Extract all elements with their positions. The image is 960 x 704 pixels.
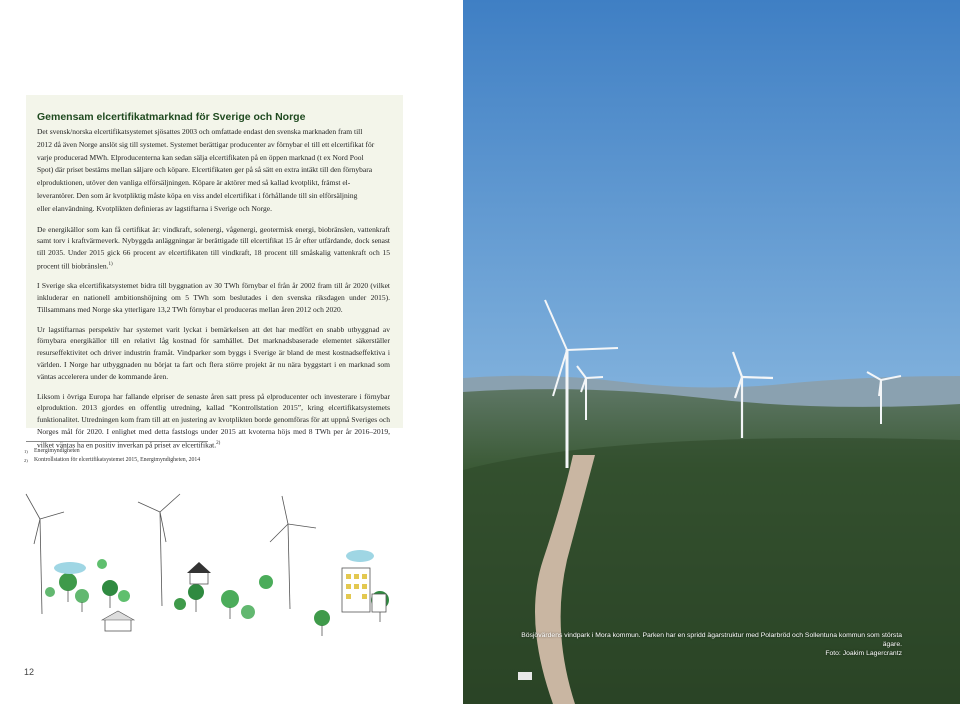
body-paragraph	[37, 280, 390, 315]
intro-line: Det svensk/norska elcertifikatsystemet sjösattes 2003 och omfattade endast den svenska marknaden fram till	[37, 127, 363, 136]
footnote	[24, 456, 324, 465]
intro-line: leverantörer. Den som är kvotpliktig måste köpa en viss andel elcertifikat i förhållande till sin elförsäljning	[37, 190, 358, 200]
photo-credit: Foto: Joakim Lagercrantz	[825, 650, 902, 657]
footnote-text: Kontrollstation för elcertifikatsystemet 2015, Energimyndigheten, 2014	[34, 457, 201, 463]
paragraph-text: Liksom i övriga Europa har fallande elpriser de senaste åren satt press på elproducenter och investerare i förnybar elproduktion. 2013 gjordes en offentlig utredning, kallad ”Kontrollstation 2015”, kring elcertifikatsystemets funktionalitet. Utredningen kom fram till att en justering av kvotplikten borde genomföras för att uppnå Sveriges och Norges mål för 2020. I enlighet med detta fastslogs under 2015 att kvoterna höjs med 8 TWh per år 2016–2019, vilket väntas ha en positiv inverkan på priset av elcertifikat.	[37, 391, 390, 450]
footnote-ref: 2)	[216, 440, 221, 446]
box-intro	[37, 126, 390, 216]
box-heading: Gemensam elcertifikatmarknad för Sverige och Norge	[37, 111, 306, 123]
intro-line: Spot) där priset bestäms mellan säljare och köpare. Elcertifikaten ger på så sätt en extra intäkt till den förnybara	[37, 165, 373, 175]
intro-line: eller elanvändning. Kvotplikten definieras av lagstiftarna i Sverige och Norge.	[37, 203, 272, 213]
wind-turbine-icon	[138, 494, 180, 606]
info-box	[37, 110, 390, 459]
building-icon	[342, 568, 386, 612]
page-number: 12	[24, 667, 35, 677]
intro-line: elproduktionen, utöver den vanliga elförsäljningen. Köpare är aktörer med så kallad kvotplikt, främst el-	[37, 178, 351, 188]
footnotes	[24, 447, 324, 465]
footnote-ref: 1)	[108, 261, 113, 267]
footnote-divider	[26, 441, 208, 442]
body-paragraph	[37, 324, 390, 383]
intro-line: 2012 då även Norge anslöt sig till systemet. Systemet berättigar producenter av förnybar el till ett elcertifikat för	[37, 139, 375, 149]
footnote-text: Energimyndigheten	[34, 448, 80, 454]
footnote-number: 1)	[24, 449, 28, 454]
footnote-number: 2)	[24, 458, 28, 463]
intro-line: varje producerad MWh. Elproducenterna kan sedan sälja elcertifikaten på en öppen marknad (t ex Nord Pool	[37, 152, 364, 162]
paragraph-text: I Sverige ska elcertifikatsystemet bidra till byggnation av 30 TWh förnybar el från år 2002 fram till år 2020 (vilket inkluderar en nationell ambitionshöjning om 5 TWh som beslutades i den svenska riksdagen under 2015). Tillsammans med Norge ska ytterligare 13,2 TWh förnybar el produceras mellan åren 2012 och 2020.	[37, 281, 390, 314]
footnote	[24, 447, 324, 456]
wind-park-photo	[463, 0, 960, 704]
wind-turbine-icon	[270, 496, 316, 609]
car	[518, 672, 532, 680]
paragraph-text: De energikällor som kan få certifikat är: vindkraft, solenergi, vågenergi, geotermisk energi, biobränslen, vattenkraft samt torv i kraftvärmeverk. Nybyggda anläggningar är berättigade till elcertifikat 15 år efter utfärdande, dock senast till 2035. Under 2015 gick 66 procent av elcertifikaten till vindkraft, 18 procent till småskalig vattenkraft och 15 procent till biobränslen.	[37, 224, 390, 271]
photo-caption	[520, 631, 902, 658]
paragraph-text: Ur lagstiftarnas perspektiv har systemet varit lyckat i bemärkelsen att det har medfört en snabb utbyggnad av förnybara energikällor till en relativt låg kostnad för samhället. Det marknadsbaserade elementet säkerställer resurseffektivitet och driver industrin framåt. Vindparker som byggs i Sverige är bland de mest kostnadseffektiva i världen. I Norge har utbyggnaden nu börjat ta fart och flera större projekt är nu nära byggstart i en marknad som väntas accelerera under de kommande åren.	[37, 324, 390, 381]
caption-text: Bösjövärdens vindpark i Mora kommun. Parken har en spridd ägarstruktur med Polarbröd och Sollentuna kommun som största ägare.	[521, 632, 902, 648]
wind-landscape-illustration	[20, 484, 415, 644]
body-paragraph	[37, 224, 390, 273]
body-paragraph	[37, 391, 390, 451]
tree-icon	[45, 559, 389, 636]
wind-turbine-icon	[26, 494, 64, 614]
